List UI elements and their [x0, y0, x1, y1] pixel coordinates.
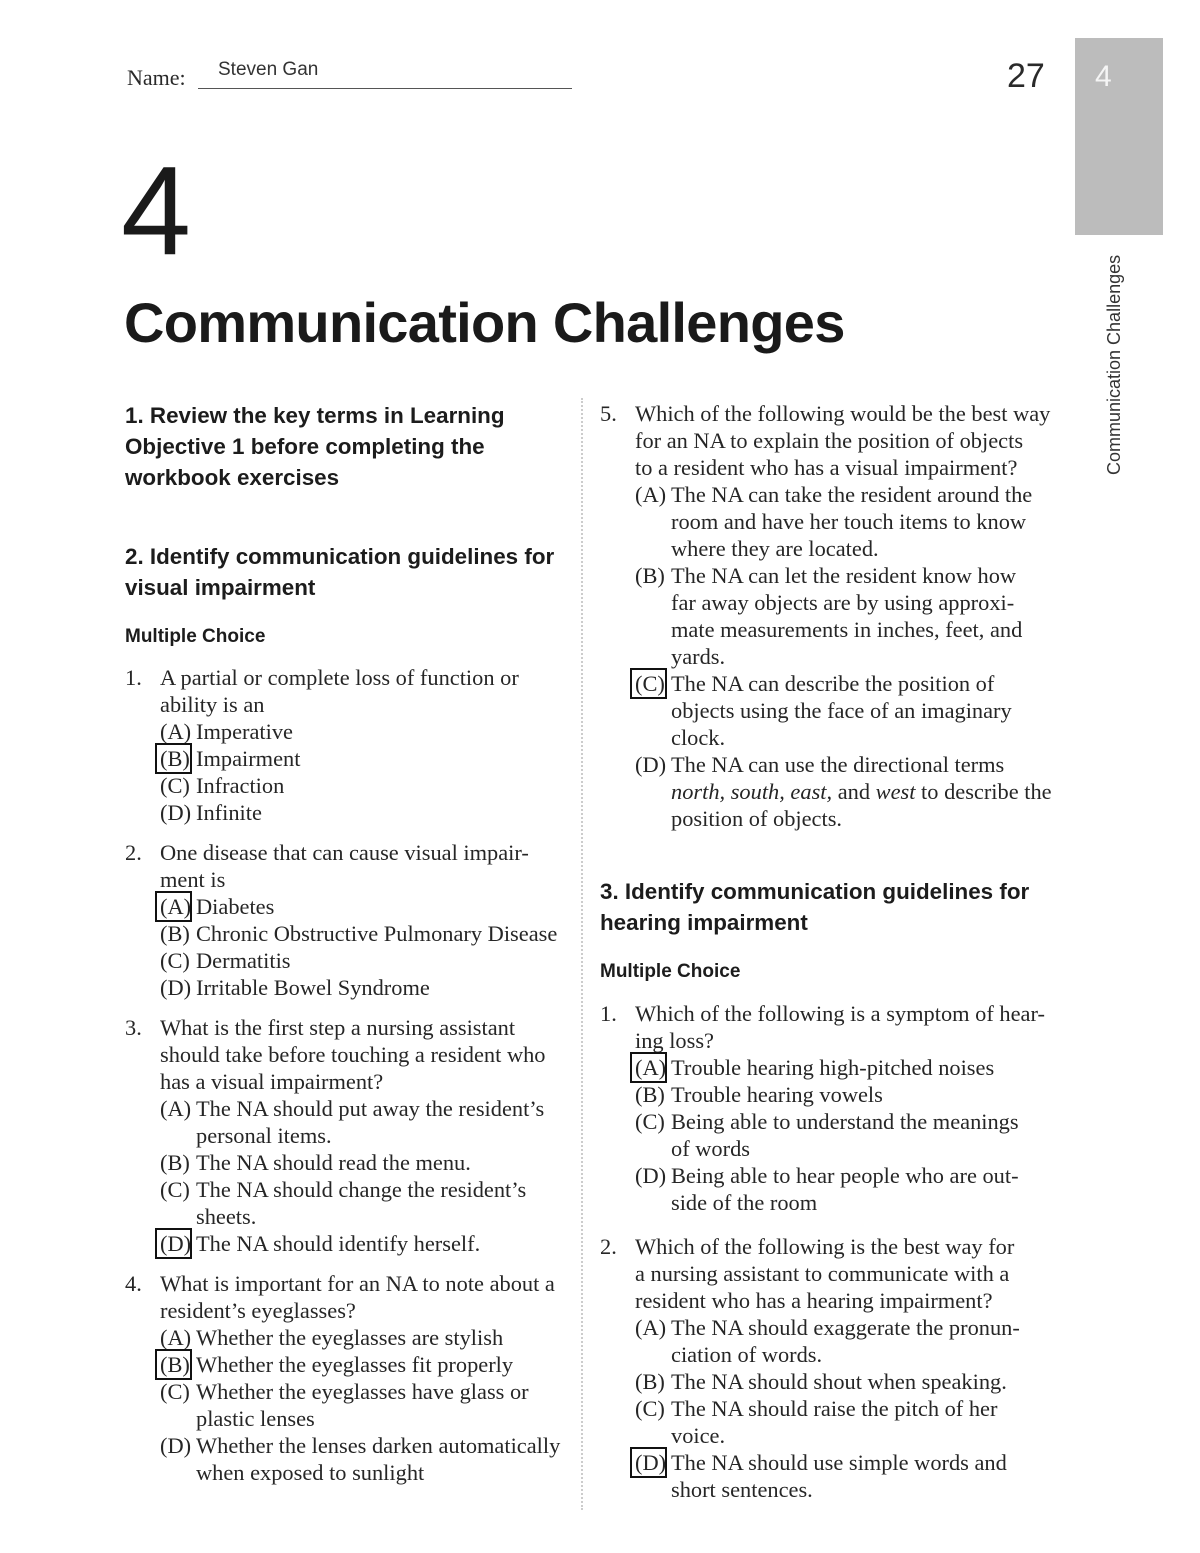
answer-option-text: The NA should put away the resident’s	[196, 1096, 545, 1121]
question-stem-line: to a resident who has a visual impairment?	[635, 455, 1018, 480]
answer-option-first-line	[160, 1432, 575, 1459]
answer-option-c	[160, 1378, 575, 1432]
question-stem-line: should take before touching a resident who	[160, 1042, 546, 1067]
question-number: 1.	[125, 665, 142, 690]
answer-option-label	[635, 1368, 671, 1395]
answer-option-letter: (D)	[160, 800, 192, 825]
answer-option-text: The NA can take the resident around the	[671, 482, 1033, 507]
answer-option-a	[160, 718, 575, 745]
question-stem-line: What is the first step a nursing assistant	[160, 1015, 516, 1040]
answer-option-first-line	[635, 481, 1060, 508]
answer-option-first-line	[160, 920, 575, 947]
answer-option-c	[635, 1395, 1060, 1449]
answer-option-label	[160, 920, 196, 947]
answer-option-text-line: of words	[671, 1136, 750, 1161]
answer-option-a	[635, 1054, 1060, 1081]
question-right-4	[600, 1000, 1060, 1216]
answer-option-c	[160, 947, 575, 974]
answer-option-label	[160, 1095, 196, 1122]
answer-option-d	[635, 751, 1060, 832]
answer-option-text-line: when exposed to sunlight	[196, 1460, 425, 1485]
answer-option-letter: (B)	[635, 1369, 665, 1394]
column-divider	[581, 398, 583, 1510]
answer-option-text-line: far away objects are by using approxi-	[671, 590, 1015, 615]
answer-option-c	[160, 1176, 575, 1230]
answer-option-text-line: ciation of words.	[671, 1342, 823, 1367]
answer-option-d	[160, 1432, 575, 1486]
question-right-5	[600, 1233, 1060, 1503]
answer-option-first-line	[160, 1176, 575, 1203]
answer-option-b	[160, 1149, 575, 1176]
right-column	[600, 400, 1060, 1503]
answer-selection-box	[630, 668, 667, 699]
answer-option-letter: (A)	[160, 1096, 192, 1121]
chapter-number: 4	[121, 140, 192, 281]
answer-option-label	[160, 1432, 196, 1459]
question-stem-line: has a visual impairment?	[160, 1069, 384, 1094]
answer-option-b	[635, 1081, 1060, 1108]
answer-option-text: Whether the lenses darken automatically	[196, 1433, 561, 1458]
answer-option-c	[635, 670, 1060, 751]
answer-option-text: The NA should identify herself.	[196, 1231, 481, 1256]
answer-option-label	[635, 481, 671, 508]
answer-option-label	[160, 772, 196, 799]
answer-option-letter: (C)	[635, 1396, 665, 1421]
answer-option-text: Imperative	[196, 719, 293, 744]
objective-heading-line: 3. Identify communication guidelines for	[600, 879, 1030, 904]
answer-option-text: The NA should read the menu.	[196, 1150, 471, 1175]
answer-option-a	[160, 893, 575, 920]
answer-option-text-line: personal items.	[196, 1123, 332, 1148]
answer-option-letter: (D)	[160, 1231, 192, 1256]
answer-selection-box	[155, 891, 192, 922]
answer-option-label	[635, 562, 671, 589]
answer-option-first-line	[160, 718, 575, 745]
answer-option-text-line: sheets.	[196, 1204, 257, 1229]
answer-option-first-line	[635, 1314, 1060, 1341]
answer-option-text-line: voice.	[671, 1423, 726, 1448]
answer-option-d	[635, 1449, 1060, 1503]
answer-option-label	[160, 1176, 196, 1203]
question-stem-line: resident’s eyeglasses?	[160, 1298, 356, 1323]
italic-term: north, south, east,	[671, 779, 833, 804]
answer-option-letter: (D)	[635, 1163, 667, 1188]
answer-option-text-line: short sentences.	[671, 1477, 813, 1502]
question-stem-line: a nursing assistant to communicate with a	[635, 1261, 1010, 1286]
answer-option-letter: (C)	[160, 948, 190, 973]
objective-heading	[600, 876, 1060, 938]
answer-option-label	[635, 1108, 671, 1135]
page-number: 27	[1007, 57, 1045, 95]
answer-option-b	[635, 1368, 1060, 1395]
answer-option-first-line	[635, 1395, 1060, 1422]
answer-option-text-line: mate measurements in inches, feet, and	[671, 617, 1023, 642]
answer-option-text: Whether the eyeglasses have glass or	[196, 1379, 529, 1404]
answer-option-text-line	[635, 778, 1060, 805]
answer-option-label	[160, 799, 196, 826]
question-stem-line: for an NA to explain the position of objects	[635, 428, 1024, 453]
answer-option-a	[160, 1324, 575, 1351]
answer-option-d	[160, 974, 575, 1001]
answer-option-d	[160, 1230, 575, 1257]
question-stem-line: Which of the following is the best way for	[635, 1234, 1015, 1259]
question-right-1	[600, 400, 1060, 832]
answer-option-text: Trouble hearing vowels	[671, 1082, 883, 1107]
answer-option-letter: (B)	[160, 1150, 190, 1175]
answer-option-text: Whether the eyeglasses are stylish	[196, 1325, 504, 1350]
answer-option-letter: (B)	[160, 921, 190, 946]
answer-option-text: Being able to understand the meanings	[671, 1109, 1019, 1134]
objective-heading-line: workbook exercises	[125, 465, 340, 490]
question-number: 1.	[600, 1001, 617, 1026]
answer-option-text: The NA should raise the pitch of her	[671, 1396, 998, 1421]
answer-option-letter: (D)	[635, 752, 667, 777]
answer-option-first-line	[635, 670, 1060, 697]
answer-option-text: The NA should shout when speaking.	[671, 1369, 1007, 1394]
answer-option-label	[160, 1324, 196, 1351]
question-stem-line: Which of the following is a symptom of hear-	[635, 1001, 1045, 1026]
answer-option-first-line	[160, 1351, 575, 1378]
answer-option-letter: (C)	[635, 671, 665, 696]
answer-option-label	[160, 1149, 196, 1176]
chapter-tab-number: 4	[1095, 60, 1112, 93]
answer-option-text: The NA should exaggerate the pronun-	[671, 1315, 1020, 1340]
side-chapter-title: Communication Challenges	[1104, 255, 1124, 475]
answer-option-letter: (C)	[160, 1177, 190, 1202]
answer-option-first-line	[160, 745, 575, 772]
answer-option-text-line: position of objects.	[671, 806, 843, 831]
answer-option-text: Chronic Obstructive Pulmonary Disease	[196, 921, 558, 946]
answer-option-label	[160, 745, 196, 772]
answer-option-label	[635, 1449, 671, 1476]
answer-option-letter: (A)	[635, 482, 667, 507]
answer-option-first-line	[635, 1054, 1060, 1081]
multiple-choice-label: Multiple Choice	[125, 626, 266, 647]
objective-heading-line: Objective 1 before completing the	[125, 434, 485, 459]
name-label: Name:	[127, 65, 186, 90]
answer-option-text: Infinite	[196, 800, 262, 825]
answer-option-letter: (A)	[635, 1315, 667, 1340]
answer-selection-box	[630, 1447, 667, 1478]
answer-option-text: The NA should use simple words and	[671, 1450, 1007, 1475]
question-stem-line: A partial or complete loss of function or	[160, 665, 519, 690]
question-number: 4.	[125, 1271, 142, 1296]
question-left-7	[125, 1270, 575, 1486]
answer-selection-box	[155, 1228, 192, 1259]
answer-option-letter: (A)	[160, 894, 192, 919]
answer-option-first-line	[160, 1230, 575, 1257]
answer-option-label	[160, 893, 196, 920]
answer-option-first-line	[635, 1368, 1060, 1395]
answer-option-b	[160, 1351, 575, 1378]
answer-option-label	[160, 1351, 196, 1378]
question-stem-line: One disease that can cause visual impair-	[160, 840, 529, 865]
answer-option-first-line	[635, 562, 1060, 589]
answer-option-text: Irritable Bowel Syndrome	[196, 975, 430, 1000]
answer-option-label	[635, 1314, 671, 1341]
question-number: 5.	[600, 401, 617, 426]
answer-option-first-line	[160, 893, 575, 920]
answer-option-text-line: objects using the face of an imaginary	[671, 698, 1012, 723]
answer-option-text-line: plastic lenses	[196, 1406, 315, 1431]
answer-selection-box	[630, 1052, 667, 1083]
answer-option-letter: (B)	[160, 746, 190, 771]
answer-option-label	[635, 1054, 671, 1081]
answer-option-first-line	[160, 1378, 575, 1405]
question-stem-line: ment is	[160, 867, 226, 892]
answer-option-letter: (D)	[635, 1450, 667, 1475]
question-left-5	[125, 839, 575, 1001]
answer-option-text-line: clock.	[671, 725, 726, 750]
answer-option-letter: (C)	[635, 1109, 665, 1134]
answer-selection-box	[155, 743, 192, 774]
answer-option-label	[160, 974, 196, 1001]
answer-option-first-line	[635, 1081, 1060, 1108]
text-segment: and	[832, 779, 876, 804]
answer-option-text-line: room and have her touch items to know	[671, 509, 1027, 534]
answer-option-c	[635, 1108, 1060, 1162]
answer-option-first-line	[635, 1108, 1060, 1135]
answer-option-b	[160, 920, 575, 947]
answer-option-d	[635, 1162, 1060, 1216]
answer-option-text: Diabetes	[196, 894, 275, 919]
question-stem-line: resident who has a hearing impairment?	[635, 1288, 993, 1313]
question-stem-line: ability is an	[160, 692, 265, 717]
question-number: 2.	[600, 1234, 617, 1259]
answer-option-letter: (B)	[160, 1352, 190, 1377]
answer-option-letter: (B)	[635, 1082, 665, 1107]
answer-option-b	[160, 745, 575, 772]
answer-option-first-line	[635, 751, 1060, 778]
answer-option-label	[635, 1162, 671, 1189]
answer-option-letter: (A)	[160, 1325, 192, 1350]
answer-option-letter: (D)	[160, 975, 192, 1000]
answer-option-first-line	[635, 1162, 1060, 1189]
answer-option-letter: (C)	[160, 1379, 190, 1404]
italic-term: west	[875, 779, 916, 804]
left-column	[125, 400, 575, 1486]
answer-option-first-line	[635, 1449, 1060, 1476]
answer-option-first-line	[160, 974, 575, 1001]
answer-option-text: The NA should change the resident’s	[196, 1177, 527, 1202]
answer-option-a	[635, 481, 1060, 562]
name-field-value: Steven Gan	[218, 59, 319, 80]
answer-option-label	[160, 718, 196, 745]
answer-option-label	[160, 1230, 196, 1257]
objective-heading-line: hearing impairment	[600, 910, 808, 935]
answer-option-label	[635, 1081, 671, 1108]
question-stem-line: ing loss?	[635, 1028, 714, 1053]
answer-option-text: Impairment	[196, 746, 301, 771]
answer-option-b	[635, 562, 1060, 670]
objective-heading	[125, 400, 575, 493]
question-stem-line: Which of the following would be the best way	[635, 401, 1051, 426]
question-number: 3.	[125, 1015, 142, 1040]
answer-option-text-line: side of the room	[671, 1190, 818, 1215]
answer-option-letter: (B)	[635, 563, 665, 588]
answer-option-text: The NA can use the directional terms	[671, 752, 1005, 777]
answer-option-letter: (A)	[635, 1055, 667, 1080]
answer-option-label	[160, 1378, 196, 1405]
objective-heading-line: visual impairment	[125, 575, 316, 600]
answer-option-text: Whether the eyeglasses fit properly	[196, 1352, 514, 1377]
answer-option-label	[635, 1395, 671, 1422]
answer-option-text-line: where they are located.	[671, 536, 879, 561]
answer-option-first-line	[160, 799, 575, 826]
question-left-4	[125, 664, 575, 826]
multiple-choice-label: Multiple Choice	[600, 961, 741, 982]
answer-option-letter: (A)	[160, 719, 192, 744]
answer-selection-box	[155, 1349, 192, 1380]
answer-option-text: The NA can let the resident know how	[671, 563, 1017, 588]
answer-option-first-line	[160, 1095, 575, 1122]
name-underline	[198, 88, 572, 89]
question-stem-line: What is important for an NA to note about a	[160, 1271, 555, 1296]
answer-option-first-line	[160, 1149, 575, 1176]
answer-option-d	[160, 799, 575, 826]
objective-heading-line: 2. Identify communication guidelines for	[125, 544, 555, 569]
answer-option-first-line	[160, 1324, 575, 1351]
objective-heading-line: 1. Review the key terms in Learning	[125, 403, 505, 428]
answer-option-label	[160, 947, 196, 974]
text-segment: to describe the	[915, 779, 1052, 804]
answer-option-label	[635, 751, 671, 778]
chapter-title: Communication Challenges	[124, 291, 845, 354]
question-left-6	[125, 1014, 575, 1257]
answer-option-c	[160, 772, 575, 799]
answer-option-a	[635, 1314, 1060, 1368]
answer-option-text: Trouble hearing high-pitched noises	[671, 1055, 995, 1080]
answer-option-label	[635, 670, 671, 697]
objective-heading	[125, 541, 575, 603]
answer-option-text: Infraction	[196, 773, 285, 798]
answer-option-text-line: yards.	[671, 644, 726, 669]
answer-option-letter: (D)	[160, 1433, 192, 1458]
chapter-tab	[1075, 38, 1163, 235]
question-number: 2.	[125, 840, 142, 865]
answer-option-first-line	[160, 947, 575, 974]
answer-option-text: The NA can describe the position of	[671, 671, 995, 696]
answer-option-text: Dermatitis	[196, 948, 291, 973]
answer-option-letter: (C)	[160, 773, 190, 798]
answer-option-text: Being able to hear people who are out-	[671, 1163, 1019, 1188]
answer-option-first-line	[160, 772, 575, 799]
answer-option-a	[160, 1095, 575, 1149]
